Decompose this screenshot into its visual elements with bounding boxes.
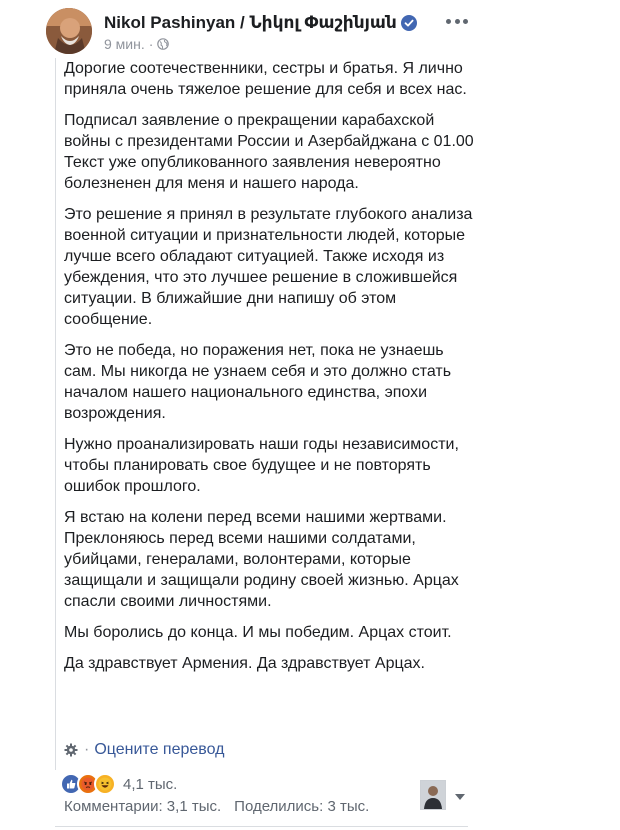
post-paragraph: Подписал заявление о прекращении карабахской войны с президентами России и Азербайджана с 01.00 Текст уже опубликованного заявления невероятно болезненен для меня и нашего народа. [64,112,474,192]
more-dot [446,19,451,24]
avatar-photo [46,8,92,54]
rate-translation-link[interactable] [64,741,224,759]
laughing-face-icon [98,777,112,791]
post-paragraph: Нужно проанализировать наши годы независимости, чтобы планировать свое будущее и не повторять ошибок прошлого. [64,436,459,495]
post-body [55,58,476,770]
more-dot [463,19,468,24]
post-paragraph: Мы боролись до конца. И мы победим. Арцах стоит. [64,624,452,641]
divider [55,826,468,827]
post-header [0,0,620,60]
author-name[interactable] [104,13,417,33]
more-dot [455,19,460,24]
post-paragraph: Я встаю на колени перед всеми нашими жертвами. Преклоняюсь перед всеми нашими солдатами, убийцами, генералами, волонтерами, которые защищали и защищали родину своей жизнью. Арцах спасли своими личностями. [64,509,459,610]
shares-count[interactable]: Поделились: 3 тыс. [234,798,370,815]
viewer-avatar[interactable] [420,780,446,810]
gear-icon [64,743,78,757]
post-stats [64,798,369,815]
reactions-summary[interactable] [60,773,177,795]
viewer-avatar-photo [421,781,445,809]
post-paragraph: Дорогие соотечественники, сестры и братья. Я лично приняла очень тяжелое решение для себя и всех нас. [64,60,467,98]
reactions-count[interactable]: 4,1 тыс. [123,775,178,793]
rate-translation-label[interactable]: Оцените перевод [94,741,225,758]
haha-reaction-icon [94,773,116,795]
more-icon[interactable] [446,16,468,26]
stats-gap [221,798,234,815]
meta-dot: · [148,36,154,52]
author-name-text[interactable]: Nikol Pashinyan / Նիկոլ Փաշինյան [104,13,397,32]
translate-separator: · [84,741,90,758]
post-text [64,58,474,684]
globe-icon[interactable] [157,38,169,50]
verified-badge-icon [401,15,417,31]
author-avatar[interactable] [46,8,92,54]
comments-count[interactable]: Комментарии: 3,1 тыс. [64,798,222,815]
angry-face-icon [81,777,95,791]
chevron-down-icon[interactable] [455,794,465,800]
post-meta [104,36,169,52]
thumbs-up-icon [66,779,76,789]
post-paragraph: Это не победа, но поражения нет, пока не узнаешь сам. Мы никогда не узнаем себя и это должно стать началом нашего национального единства, эпохи возрождения. [64,342,452,422]
post-paragraph: Да здравствует Армения. Да здравствует Арцах. [64,655,425,672]
post-paragraph: Это решение я принял в результате глубокого анализа военной ситуации и признательности людей, которые лучше всего обладают ситуацией. Также исходя из убеждения, что это лучшее решение в сложившейся ситуации. В ближайшие дни напишу об этом сообщение. [64,206,473,328]
post-timestamp[interactable]: 9 мин. [104,36,145,52]
